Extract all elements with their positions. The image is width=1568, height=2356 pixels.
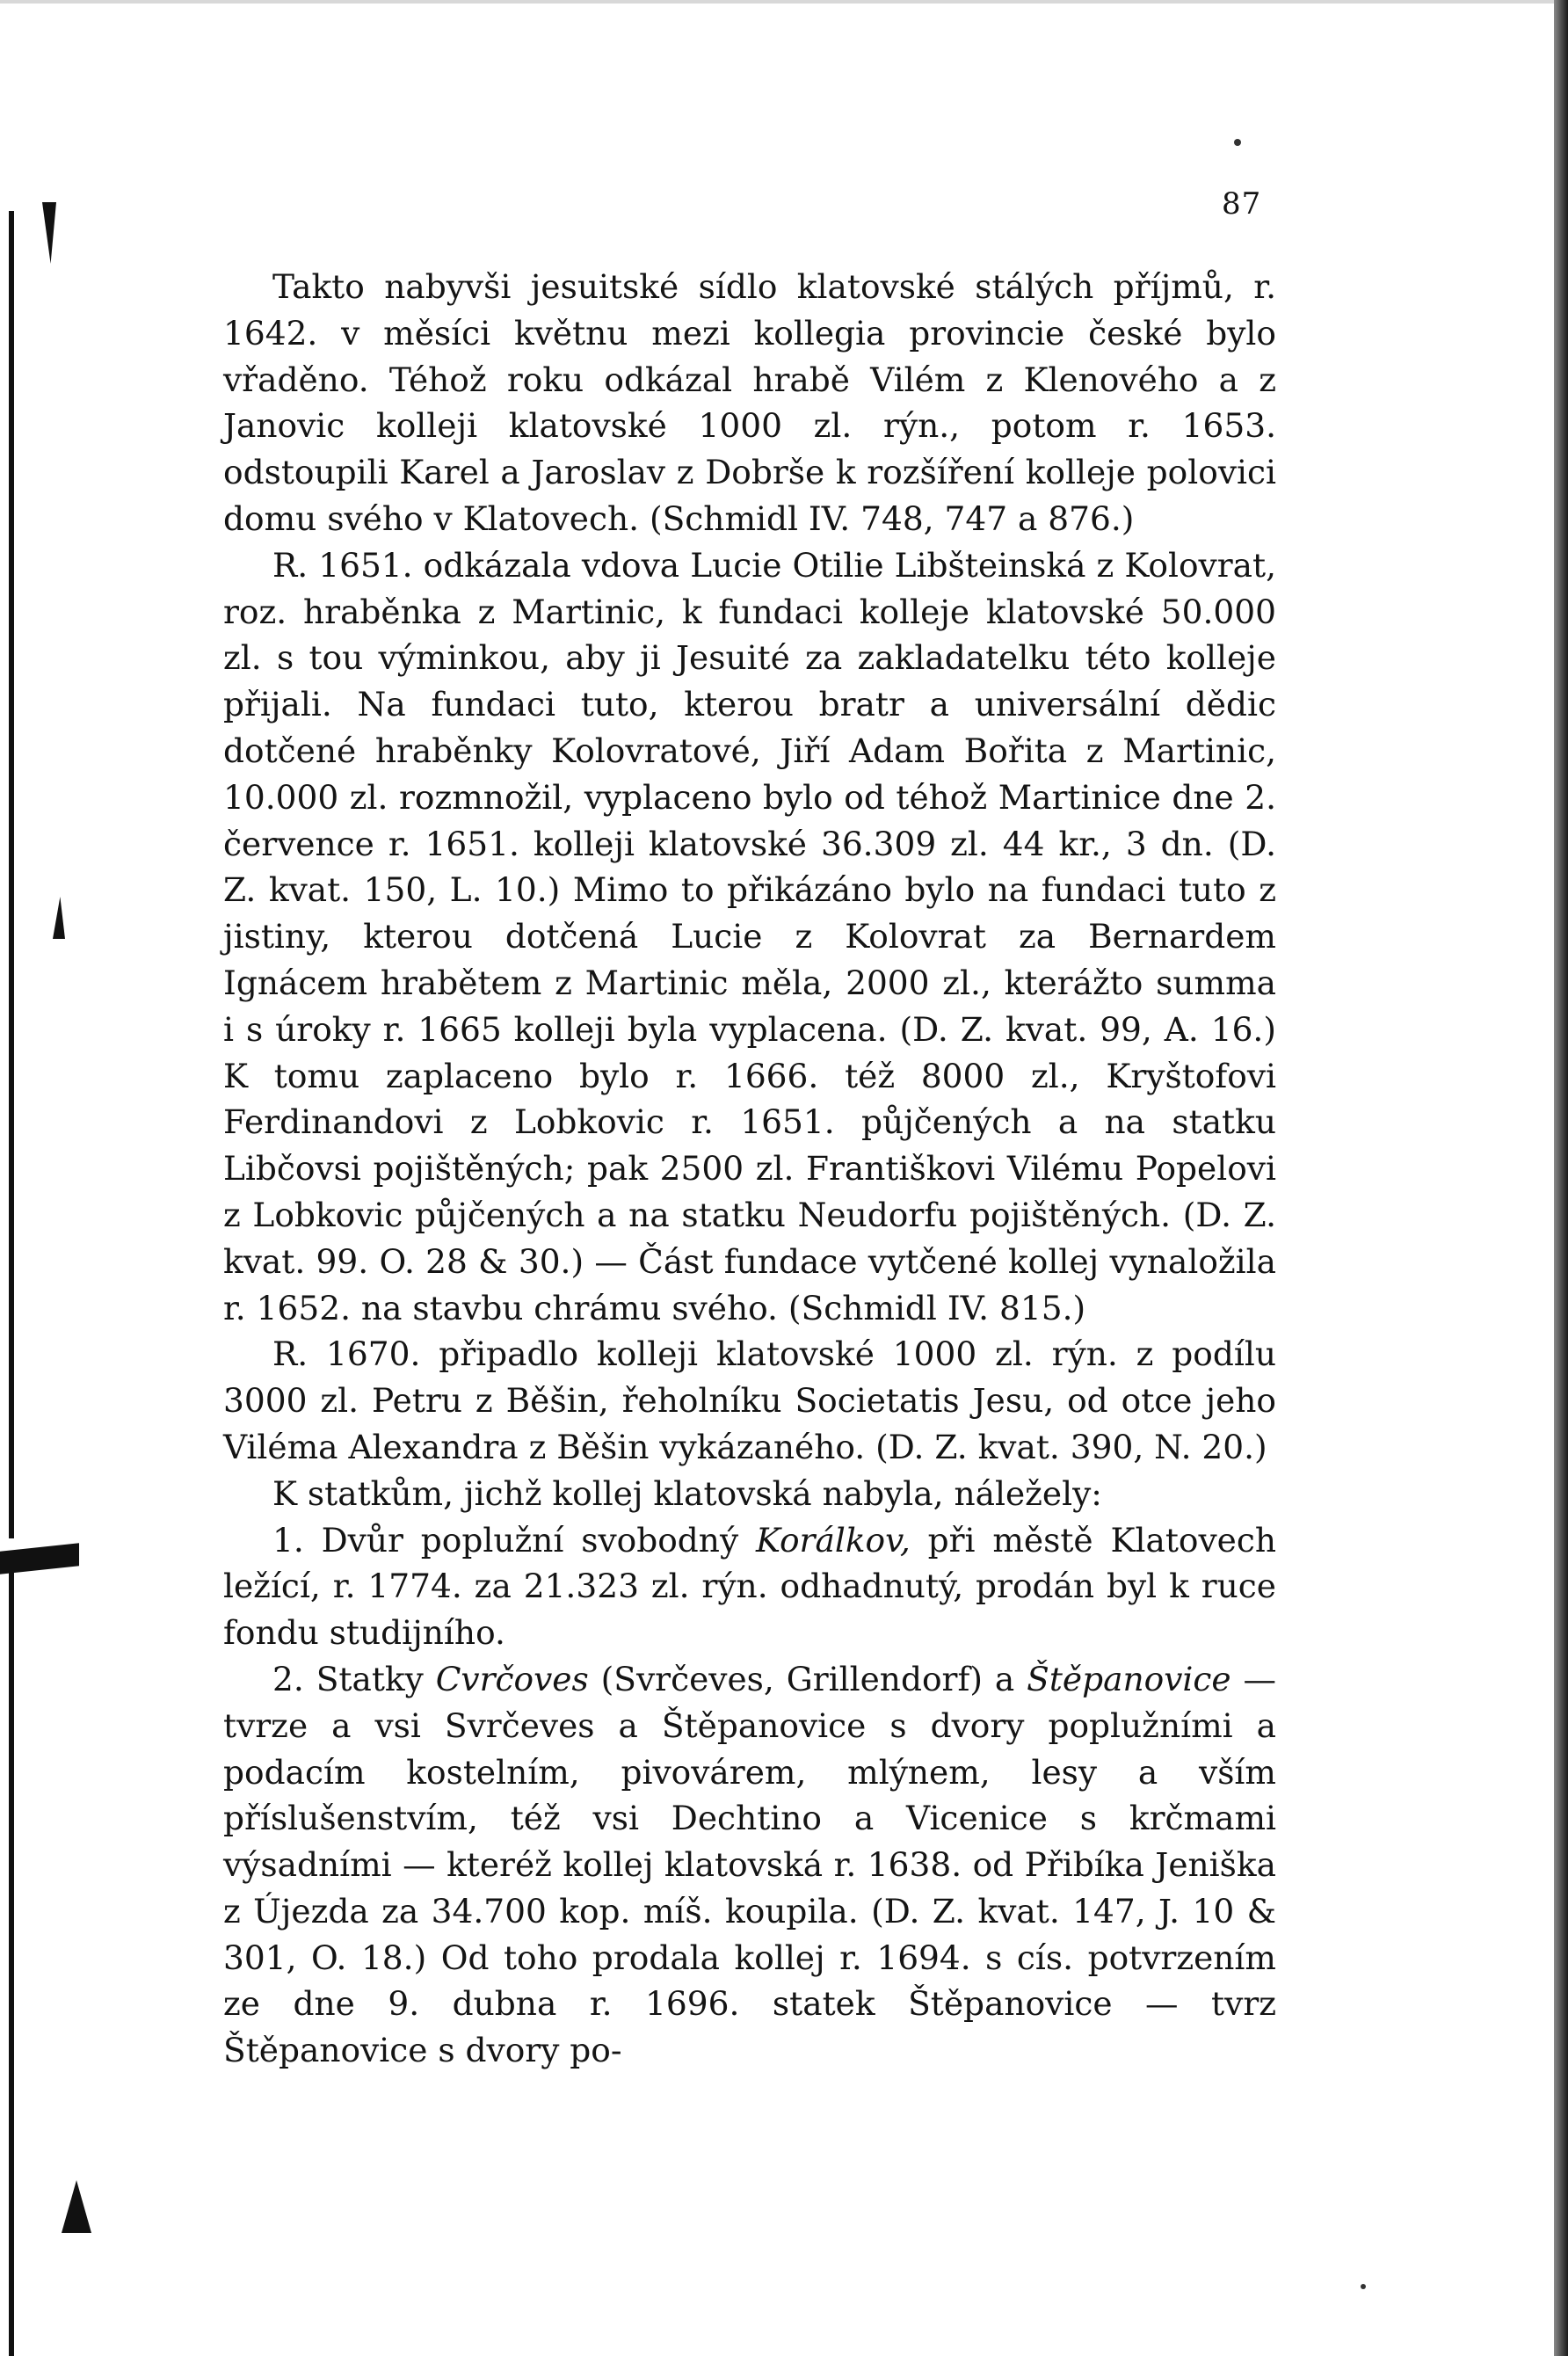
binding-mark [0,1543,79,1574]
scan-top-edge [0,0,1568,4]
paragraph: K statkům, jichž kollej klatovská nabyla, náležely: [272,1473,1102,1513]
binding-margin-line [9,1565,14,2356]
body-text [223,264,1276,2074]
binding-mark [62,2180,91,2233]
scan-speck [1234,139,1241,146]
estate-name: Cvrčoves [435,1659,589,1698]
binding-mark [42,202,56,264]
scan-right-edge [1554,0,1568,2356]
list-item-middle: (Svrčeves, Grillendorf) a [600,1659,1015,1698]
estate-name: Korálkov, [755,1520,911,1560]
list-item-text: při městě Klatovech ležící, r. 1774. za 21.323 zl. rýn. odhadnutý, prodán byl k ruce fondu studijního. [223,1520,1276,1653]
paragraph: Takto nabyvši jesuitské sídlo klatovské stálých příjmů, r. 1642. v měsíci květnu mezi kollegia provincie české bylo vřaděno. Téhož roku odkázal hrabě Vilém z Klenového a z Janovic kolleji klatovské 1000 zl. rýn., potom r. 1653. odstoupili Karel a Jaroslav z Dobrše k rozšíření kolleje polovici domu svého v Klatovech. (Schmidl IV. 748, 747 a 876.) [223,267,1276,538]
list-item [223,1656,1276,2074]
list-item-text: — tvrze a vsi Svrčeves a Štěpanovice s dvory poplužními a podacím kostelním, pivovárem, mlýnem, lesy a vším příslušenstvím, též vsi Dechtino a Vicenice s krčmami výsadními — kteréž kollej klatovská r. 1638. od Přibíka Jeniška z Újezda za 34.700 kop. míš. koupila. (D. Z. kvat. 147, J. 10 & 301, O. 18.) Od toho prodala kollej r. 1694. s cís. potvrzením ze dne 9. dubna r. 1696. statek Štěpanovice — tvrz Štěpanovice s dvory po- [223,1659,1277,2070]
binding-mark [53,897,65,939]
paragraph: R. 1670. připadlo kolleji klatovské 1000 zl. rýn. z podílu 3000 zl. Petru z Běšin, řeholníku Societatis Jesu, od otce jeho Viléma Alexandra z Běšin vykázaného. (D. Z. kvat. 390, N. 20.) [223,1334,1276,1466]
list-item-prefix: 1. Dvůr poplužní svobodný [272,1520,739,1560]
paragraph: R. 1651. odkázala vdova Lucie Otilie Libšteinská z Kolovrat, roz. hraběnka z Martinic, k fundaci kolleje klatovské 50.000 zl. s tou výminkou, aby ji Jesuité za zakladatelku této kolleje přijali. Na fundaci tuto, kterou bratr a universální dědic dotčené hraběnky Kolovratové, Jiří Adam Bořita z Martinic, 10.000 zl. rozmnožil, vyplaceno bylo od téhož Martinice dne 2. července r. 1651. kolleji klatovské 36.309 zl. 44 kr., 3 dn. (D. Z. kvat. 150, L. 10.) Mimo to přikázáno bylo na fundaci tuto z jistiny, kterou dotčená Lucie z Kolovrat za Bernardem Ignácem hrabětem z Martinic měla, 2000 zl., kterážto summa i s úroky r. 1665 kolleji byla vyplacena. (D. Z. kvat. 99, A. 16.) K tomu zaplaceno bylo r. 1666. též 8000 zl., Kryštofovi Ferdinandovi z Lobkovic r. 1651. půjčených a na statku Libčovsi pojištěných; pak 2500 zl. Františkovi Vilému Popelovi z Lobkovic půjčených a na statku Neudorfu pojištěných. (D. Z. kvat. 99. O. 28 & 30.) — Část fundace vytčené kollej vynaložila r. 1652. na stavbu chrámu svého. (Schmidl IV. 815.) [223,545,1276,1327]
estate-name: Štěpanovice [1027,1659,1231,1698]
binding-margin-line [9,211,14,1538]
page-number: 87 [1222,186,1262,222]
scan-speck [1361,2284,1366,2289]
list-item-prefix: 2. Statky [272,1659,424,1698]
list-item [223,1517,1276,1656]
